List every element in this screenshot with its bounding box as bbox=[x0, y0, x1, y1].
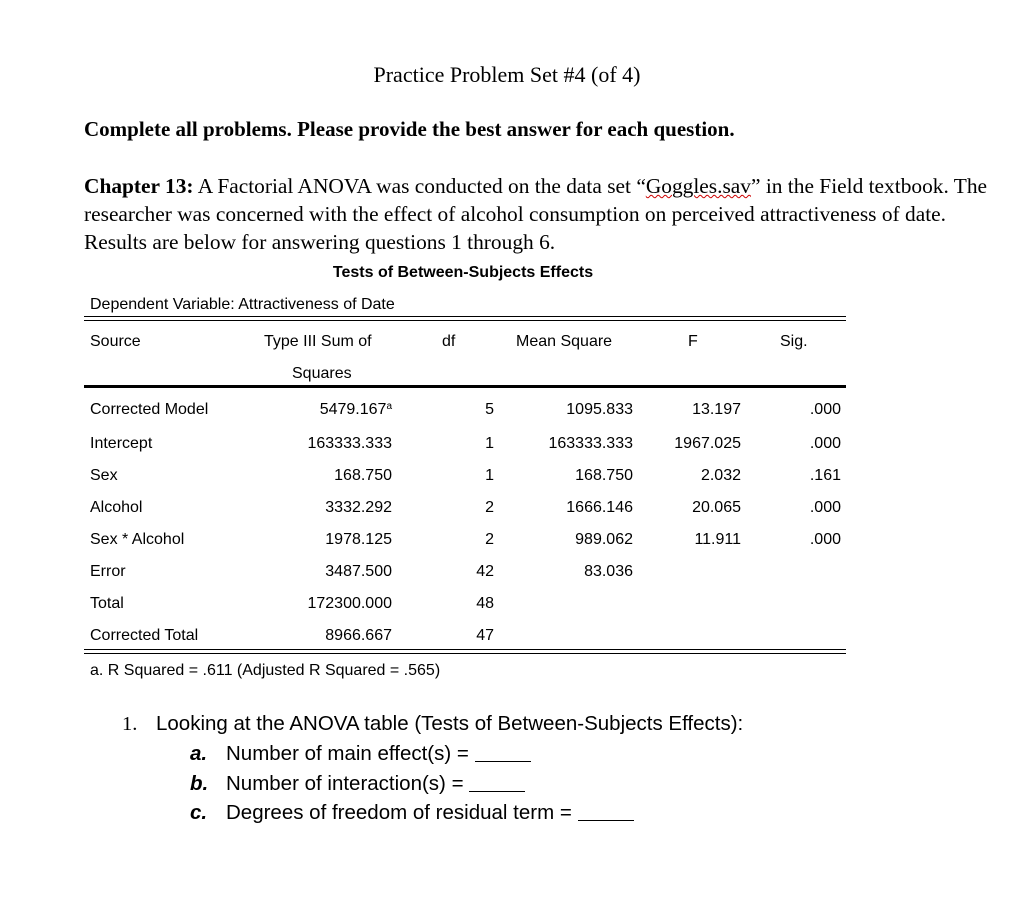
row-sig bbox=[780, 435, 841, 453]
row-df-value: 5 bbox=[485, 401, 494, 418]
row-sig bbox=[780, 401, 841, 419]
row-df bbox=[450, 627, 494, 645]
row-source-value: Error bbox=[90, 563, 126, 580]
question-letter: a. bbox=[190, 742, 208, 765]
row-df-value: 47 bbox=[476, 627, 494, 644]
row-df-value: 2 bbox=[485, 499, 494, 516]
row-df bbox=[450, 435, 494, 453]
row-sum-of-squares-value: 5479.167 bbox=[319, 401, 387, 418]
row-source-value: Intercept bbox=[90, 435, 153, 452]
chapter-label: Chapter 13: bbox=[84, 174, 194, 198]
row-sum-of-squares bbox=[290, 467, 392, 485]
question-text: Number of interaction(s) = bbox=[226, 772, 464, 795]
row-f bbox=[650, 435, 741, 453]
row-f bbox=[650, 401, 741, 419]
row-df-value: 1 bbox=[485, 467, 494, 484]
row-mean-square-value: 163333.333 bbox=[548, 435, 633, 452]
row-mean-square-value: 1666.146 bbox=[566, 499, 633, 516]
table-rule bbox=[84, 316, 846, 317]
row-sig-value: .000 bbox=[809, 435, 841, 452]
table-title: Tests of Between-Subjects Effects bbox=[332, 264, 594, 281]
dataset-name: Goggles.sav bbox=[645, 174, 751, 198]
chapter-text-after: ” in the Field textbook. The researcher was concerned with the effect of alcohol consumption on perceived attractiveness of date. Results are below for answering questions 1 through 6. bbox=[84, 174, 988, 254]
row-mean-square bbox=[520, 435, 633, 453]
row-sum-of-squares-value: 168.750 bbox=[334, 467, 392, 484]
row-mean-square bbox=[520, 563, 633, 581]
row-mean-square bbox=[520, 401, 633, 419]
row-sum-of-squares-value: 8966.667 bbox=[325, 627, 392, 644]
question-1c bbox=[190, 801, 634, 825]
row-source bbox=[90, 499, 142, 517]
row-f-value: 1967.025 bbox=[674, 435, 741, 452]
row-source bbox=[90, 627, 198, 645]
row-df-value: 48 bbox=[476, 595, 494, 612]
table-rule bbox=[84, 649, 846, 650]
answer-blank[interactable] bbox=[475, 760, 531, 762]
row-sum-of-squares-value: 172300.000 bbox=[307, 595, 392, 612]
row-df bbox=[450, 467, 494, 485]
row-sum-of-squares bbox=[290, 435, 392, 453]
row-df bbox=[450, 499, 494, 517]
header-rule bbox=[84, 385, 846, 388]
row-sum-of-squares-value: 163333.333 bbox=[307, 435, 392, 452]
row-sum-of-squares bbox=[290, 401, 392, 419]
question-1a bbox=[190, 742, 531, 766]
dependent-variable: Dependent Variable: Attractiveness of Date bbox=[90, 296, 395, 313]
row-source-value: Sex bbox=[90, 467, 118, 484]
row-mean-square bbox=[520, 467, 633, 485]
header-ss-line1: Type III Sum of bbox=[264, 333, 372, 350]
row-sum-of-squares bbox=[290, 595, 392, 613]
row-source bbox=[90, 467, 118, 485]
row-source-value: Total bbox=[90, 595, 124, 612]
header-ms: Mean Square bbox=[516, 333, 613, 350]
chapter-text-before: A Factorial ANOVA was conducted on the data set “ bbox=[193, 174, 646, 198]
row-sig-value: .161 bbox=[809, 467, 841, 484]
table-rule bbox=[84, 653, 846, 654]
row-source-value: Alcohol bbox=[90, 499, 143, 516]
row-sig bbox=[780, 531, 841, 549]
row-f-value: 20.065 bbox=[692, 499, 741, 516]
question-1b bbox=[190, 772, 525, 796]
row-source bbox=[90, 563, 126, 581]
row-df-value: 42 bbox=[476, 563, 494, 580]
row-df-value: 1 bbox=[485, 435, 494, 452]
header-source: Source bbox=[90, 333, 141, 350]
row-sum-of-squares-value: 1978.125 bbox=[325, 531, 392, 548]
row-sig-value: .000 bbox=[809, 499, 841, 516]
question-letter: b. bbox=[190, 772, 209, 795]
row-source bbox=[90, 595, 124, 613]
answer-blank[interactable] bbox=[578, 819, 634, 821]
page-title: Practice Problem Set #4 (of 4) bbox=[373, 62, 641, 87]
header-ss-line2: Squares bbox=[292, 365, 352, 382]
row-source bbox=[90, 435, 152, 453]
question-text: Number of main effect(s) = bbox=[226, 742, 469, 765]
row-sig-value: .000 bbox=[809, 531, 841, 548]
row-f-value: 2.032 bbox=[700, 467, 741, 484]
row-sig bbox=[780, 499, 841, 517]
table-rule bbox=[84, 320, 846, 321]
answer-blank[interactable] bbox=[469, 790, 525, 792]
row-f bbox=[650, 531, 741, 549]
row-sum-of-squares bbox=[290, 627, 392, 645]
question-letter: c. bbox=[190, 801, 208, 824]
row-f-value: 11.911 bbox=[694, 531, 741, 548]
instructions: Complete all problems. Please provide the best answer for each question. bbox=[84, 117, 735, 141]
row-mean-square-value: 1095.833 bbox=[566, 401, 633, 418]
row-df bbox=[450, 563, 494, 581]
row-source bbox=[90, 531, 184, 549]
row-f bbox=[650, 467, 741, 485]
chapter-paragraph bbox=[84, 172, 989, 256]
row-mean-square bbox=[520, 531, 633, 549]
question-text: Looking at the ANOVA table (Tests of Between-Subjects Effects): bbox=[156, 712, 744, 735]
question-text: Degrees of freedom of residual term = bbox=[226, 801, 572, 824]
row-sum-of-squares bbox=[290, 499, 392, 517]
row-source-value: Corrected Model bbox=[90, 401, 209, 418]
header-sig: Sig. bbox=[780, 333, 808, 350]
row-sig-value: .000 bbox=[809, 401, 841, 418]
row-mean-square-value: 168.750 bbox=[575, 467, 633, 484]
row-df-value: 2 bbox=[485, 531, 494, 548]
row-sum-of-squares-value: 3332.292 bbox=[325, 499, 392, 516]
footnote-marker: a bbox=[386, 401, 392, 412]
row-sum-of-squares-value: 3487.500 bbox=[325, 563, 392, 580]
row-source bbox=[90, 401, 208, 419]
question-1 bbox=[122, 712, 743, 736]
row-mean-square-value: 83.036 bbox=[584, 563, 633, 580]
row-df bbox=[450, 531, 494, 549]
row-source-value: Corrected Total bbox=[90, 627, 199, 644]
row-f bbox=[650, 499, 741, 517]
header-df: df bbox=[442, 333, 456, 350]
row-df bbox=[450, 401, 494, 419]
row-df bbox=[450, 595, 494, 613]
row-mean-square bbox=[520, 499, 633, 517]
row-sig bbox=[780, 467, 841, 485]
row-f-value: 13.197 bbox=[692, 401, 741, 418]
row-sum-of-squares bbox=[290, 531, 392, 549]
table-footnote: a. R Squared = .611 (Adjusted R Squared = .565) bbox=[90, 662, 441, 679]
question-number: 1. bbox=[122, 713, 138, 735]
header-f: F bbox=[688, 333, 698, 350]
row-sum-of-squares bbox=[290, 563, 392, 581]
row-mean-square-value: 989.062 bbox=[575, 531, 633, 548]
row-source-value: Sex * Alcohol bbox=[90, 531, 185, 548]
